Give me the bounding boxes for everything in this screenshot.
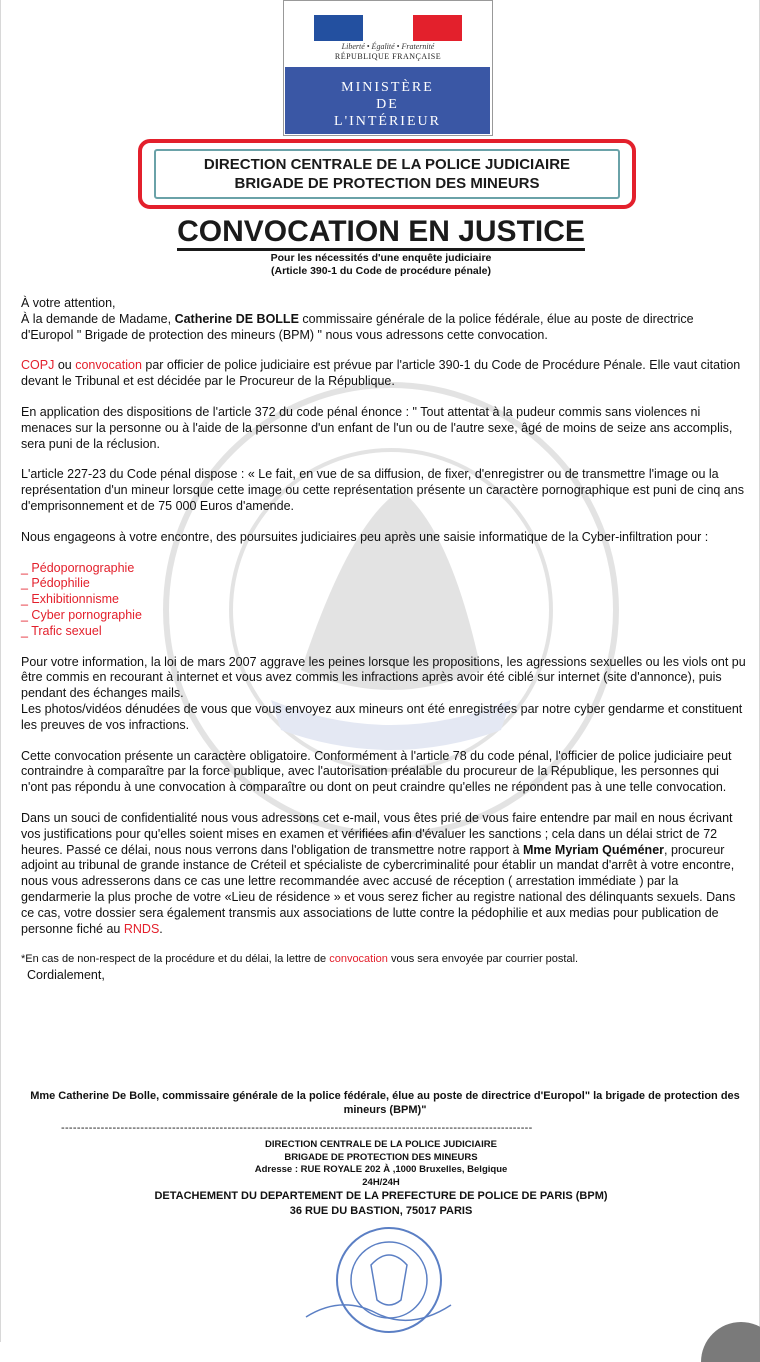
list-item: _ Cyber pornographie [21, 607, 142, 622]
republic-name: RÉPUBLIQUE FRANÇAISE [334, 52, 442, 61]
ministere-logo [283, 0, 493, 136]
copj-paragraph: COPJ ou convocation par officier de police judiciaire est prévue par l'article 390-1 du Code de Procédure Pénale. Elle vaut citation devant le Tribunal et est décidée par le Procureur de la République. [21, 358, 741, 389]
ministry-name: MINISTÈRE DE L'INTÉRIEUR [285, 67, 490, 134]
department-line1: DIRECTION CENTRALE DE LA POLICE JUDICIAIRE [203, 156, 571, 173]
separator-line: ----------------------------------------------------------------------------------------------------------------------- [61, 1122, 533, 1134]
corner-decoration [701, 1322, 760, 1362]
footnote: *En cas de non-respect de la procédure et du délai, la lettre de convocation vous sera envoyée par courrier postal. [21, 953, 579, 966]
french-flag [314, 15, 462, 41]
republic-motto: Liberté • Égalité • Fraternité [341, 42, 435, 51]
subtitle: Pour les nécessités d'une enquête judiciaire (Article 390-1 du Code de procédure pénale) [270, 252, 492, 277]
article-227-paragraph: L'article 227-23 du Code pénal dispose : « Le fait, en vue de sa diffusion, de fixer, d'enregistrer ou de transmettre l'image ou la représentation d'un mineur lorsque cette image ou cette représentation présente un caractère pornographique est puni de cinq ans d'emprisonnement et de 75 000 Euros d'amende. [21, 467, 744, 513]
confidentiality-paragraph: Dans un souci de confidentialité nous vous adressons cet e-mail, vous êtes prié de vous faire entendre par mail en nous écrivant vos justifications pour qu'elles soient mises en examen et vérifiées afin d'évaluer les sanctions ; cela dans un délai strict de 72 heures. Passé ce délai, nous nous verrons dans l'obligation de transmettre notre rapport à Mme Myriam Quéméner, procureur adjoint au tribunal de grande instance de Créteil et spécialiste de cybercriminalité pour établir un mandat d'arrêt à votre encontre, nous vous adresserons dans ce cas une lettre recommandée avec accusé de réception ( arrestation immédiate ) par la gendarmerie la plus proche de votre «Lieu de résidence » et vous serez ficher au registre national des délinquants sexuels. Dans ce cas, votre dossier sera également transmis aux associations de lutte contre la pédophilie et aux medias pour publication de personne fiché au RNDS. [21, 810, 736, 936]
intro-paragraph: À votre attention, À la demande de Madame, Catherine DE BOLLE commissaire générale de la police fédérale, élue au poste de directrice d'Europol " Brigade de protection des mineurs (BPM) " nous vous adressons cette convocation. [21, 296, 694, 342]
list-item: _ Pédopornographie [21, 560, 135, 575]
letter-body [21, 296, 749, 984]
department-header-box [138, 139, 636, 209]
obligation-paragraph: Cette convocation présente un caractère obligatoire. Conformément à l'article 78 du code pénal, l'officier de police judiciaire peut contraindre à comparaître par la force publique, avec l'autorisation préalable du procureur de la République, les personnes qui n'ont pas répondu à une convocation à comparaître ou dont on peut craindre qu'elles ne répondent pas à une telle convocation. [21, 748, 732, 795]
department-line2: BRIGADE DE PROTECTION DES MINEURS [234, 175, 540, 192]
signature-block: Mme Catherine De Bolle, commissaire générale de la police fédérale, élue au poste de directrice d'Europol" la brigade de protection des mineurs (BPM)" [30, 1090, 740, 1116]
page-title: CONVOCATION EN JUSTICE [1, 215, 760, 251]
list-item: _ Pédophilie [21, 576, 90, 591]
offense-list [21, 561, 749, 640]
list-item: _ Trafic sexuel [21, 623, 102, 638]
footer-address: DIRECTION CENTRALE DE LA POLICE JUDICIAIRE BRIGADE DE PROTECTION DES MINEURS Adresse : RUE ROYALE 202 À ,1000 Bruxelles, Belgique 24H/24H DETACHEMENT DU DEPARTEMENT DE LA PREFECTURE DE POLICE DE PARIS (BPM) 36 RUE DU BASTION, 75017 PARIS [154, 1139, 608, 1217]
article-372-paragraph: En application des dispositions de l'article 372 du code pénal énonce : " Tout attentat à la pudeur commis sans violences ni menaces sur la personne ou à l'aide de la personne d'un enfant de l'un ou de l'autre sexe, âgé de moins de seize ans accomplis, sera puni de la réclusion. [21, 404, 733, 451]
list-item: _ Exhibitionnisme [21, 592, 119, 607]
information-paragraph: Pour votre information, la loi de mars 2007 aggrave les peines lorsque les propositions, les agressions sexuelles ou les viols ont pu être commis en recourant à internet et vous avez commis les infractions après avoir été ciblé sur internet (site d'annonce), puis pendant des échanges mails. Les photos/vidéos dénudées de vous que vous envoyez aux mineurs ont été enregistrées par notre cyber gendarme et constituent les preuves de vos infractions. [21, 654, 746, 732]
closing: Cordialement, [27, 968, 105, 983]
prosecution-paragraph: Nous engageons à votre encontre, des poursuites judiciaires peu après une saisie informatique de la Cyber-infiltration pour : [21, 529, 709, 544]
official-stamp-icon [301, 1225, 471, 1335]
